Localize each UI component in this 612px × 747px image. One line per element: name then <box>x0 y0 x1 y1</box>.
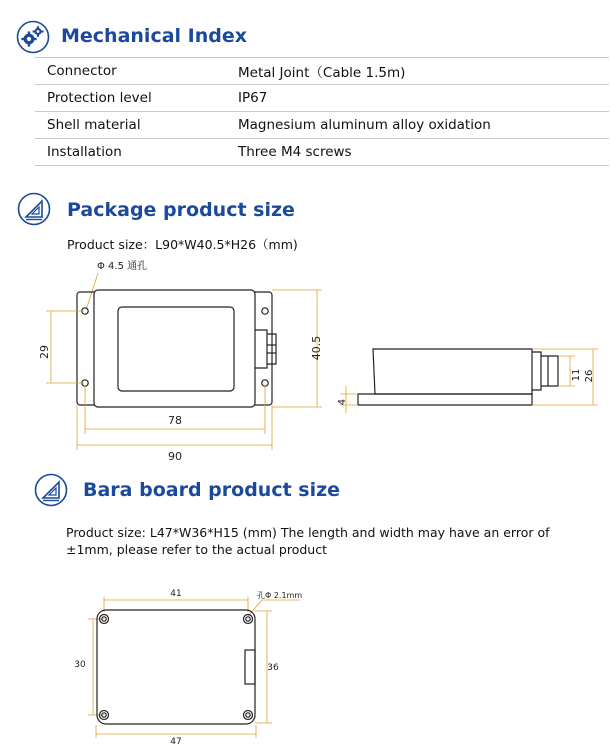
table-row <box>35 85 609 112</box>
spec-value: IP67 <box>226 85 609 112</box>
section-title-mechanical: Mechanical Index <box>61 25 247 47</box>
dim-height-left: 29 <box>38 345 51 359</box>
package-size-text: Product size：L90*W40.5*H26（mm) <box>67 237 298 252</box>
table-row <box>35 112 609 139</box>
side-dim-total: 26 <box>584 369 595 383</box>
hole-label: Φ 4.5 通孔 <box>97 261 148 272</box>
dim-width-inner: 78 <box>168 414 182 427</box>
triangle-ruler-icon <box>34 473 68 507</box>
board-size-text-line1: Product size: L47*W36*H15 (mm) The length and width may have an error of <box>66 525 550 540</box>
spec-value: Metal Joint（Cable 1.5m) <box>226 58 609 85</box>
spec-key: Installation <box>35 139 226 166</box>
dim-height-right: 40.5 <box>310 335 323 361</box>
spec-key: Connector <box>35 58 226 85</box>
board-hole-label: 孔Φ 2.1mm <box>257 591 303 600</box>
triangle-ruler-icon <box>17 192 51 226</box>
table-row <box>35 139 609 166</box>
board-dim-left: 30 <box>74 660 86 670</box>
mechanical-spec-table <box>35 57 609 166</box>
dim-width-outer: 90 <box>168 450 182 463</box>
package-dimension-drawing <box>0 250 612 465</box>
board-dimension-drawing <box>0 585 612 747</box>
board-dim-top: 41 <box>170 589 182 599</box>
board-outline <box>97 610 255 724</box>
spec-key: Protection level <box>35 85 226 112</box>
board-dim-bottom: 47 <box>170 737 182 747</box>
board-size-text-line2: ±1mm, please refer to the actual product <box>66 542 327 557</box>
side-dim-base: 4 <box>337 398 348 406</box>
top-view <box>77 290 276 407</box>
section-title-package: Package product size <box>67 199 295 221</box>
side-dim-conn: 11 <box>571 368 582 382</box>
spec-value: Three M4 screws <box>226 139 609 166</box>
gears-icon <box>16 20 50 54</box>
table-row <box>35 58 609 85</box>
section-title-board: Bara board product size <box>83 479 341 501</box>
spec-value: Magnesium aluminum alloy oxidation <box>226 112 609 139</box>
side-view <box>358 349 558 405</box>
spec-key: Shell material <box>35 112 226 139</box>
board-dim-right: 36 <box>267 663 279 673</box>
